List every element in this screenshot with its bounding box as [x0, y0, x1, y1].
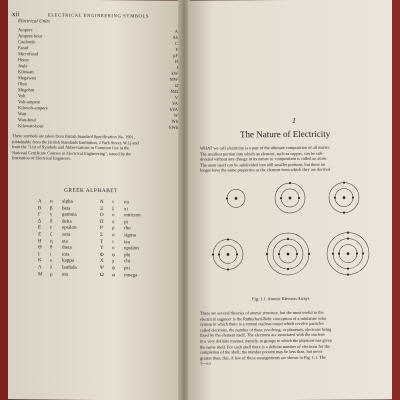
unit-name: Kilowatt — [18, 69, 34, 75]
greek-name: theta — [62, 245, 72, 251]
standards-note — [12, 133, 139, 162]
unit-name: Coulomb — [18, 39, 35, 45]
greek-name: gamma — [62, 212, 77, 218]
greek-lower: ε — [50, 225, 53, 231]
unit-symbol: A — [174, 28, 178, 34]
greek-upper: Χ — [100, 259, 104, 265]
greek-column-2 — [100, 200, 170, 280]
greek-lower: π — [112, 219, 115, 225]
greek-name: rho — [124, 226, 131, 232]
greek-upper: Τ — [100, 239, 104, 245]
greek-lower: ω — [112, 272, 116, 278]
body-line: electrical engineer is the Rutherford-Bohr conception of a miniature solar — [200, 315, 327, 322]
unit-symbol: Ah — [172, 34, 178, 40]
note-line: Institution of Electrical Engineers. — [12, 155, 72, 162]
unit-symbol: kW — [171, 70, 178, 76]
greek-letter-row — [38, 272, 98, 279]
page-number: xii — [12, 10, 20, 19]
greek-upper: Γ — [38, 212, 41, 218]
unit-symbol: kVA — [169, 106, 178, 112]
greek-name: upsilon — [124, 246, 139, 252]
unit-name: Watt — [18, 111, 27, 117]
greek-column-1 — [38, 199, 98, 279]
greek-lower: α — [50, 199, 53, 205]
greek-name: xi — [124, 206, 128, 212]
greek-name: kappa — [62, 258, 74, 265]
greek-name: zeta — [62, 232, 71, 238]
unit-symbol: Wh — [171, 118, 178, 124]
figure-caption: Fig. 1.1. Atomic Electron Arrays — [252, 295, 310, 302]
unit-row — [18, 123, 178, 131]
body-line: the name shell. For each shell there is a definite number of electrons for the — [200, 343, 330, 350]
greek-upper: Ω — [100, 272, 104, 278]
note-line: (obtainable from the British Standards Institution, 2 Park Street, W.1) and — [12, 138, 139, 146]
unit-name: Volt-ampere — [18, 99, 41, 105]
greek-lower: φ — [112, 252, 115, 258]
greek-name: phi — [124, 253, 131, 259]
greek-lower: σ — [112, 233, 115, 239]
greek-name: tau — [124, 239, 131, 245]
greek-name: epsilon — [62, 226, 77, 232]
unit-name: Ohm — [18, 81, 27, 87]
greek-upper: Υ — [100, 246, 104, 252]
unit-name: Ampere — [18, 27, 33, 33]
greek-lower: ρ — [112, 226, 115, 232]
unit-name: Joule — [18, 63, 28, 69]
unit-symbol: C — [174, 40, 178, 46]
greek-name: chi — [124, 259, 131, 265]
right-page — [188, 0, 392, 400]
greek-lower: η — [50, 239, 53, 245]
greek-lower: ι — [50, 252, 52, 258]
greek-upper: Ρ — [100, 226, 103, 232]
greek-letter-row — [100, 273, 170, 280]
greek-name: alpha — [62, 199, 73, 205]
greek-name: sigma — [124, 233, 136, 239]
greek-upper: Ζ — [38, 232, 42, 238]
greek-upper: Σ — [100, 233, 103, 239]
unit-symbol: MΩ — [170, 88, 178, 94]
greek-lower: δ — [50, 219, 53, 225]
unit-symbol: kWh — [169, 124, 178, 130]
greek-lower: λ — [50, 265, 53, 271]
chapter-number: 1 — [292, 115, 296, 125]
greek-lower: ψ — [112, 266, 116, 272]
greek-upper: Θ — [38, 245, 42, 251]
unit-symbol: MW — [169, 76, 178, 82]
unit-symbol: Ω — [174, 82, 178, 88]
greek-name: eta — [62, 239, 68, 245]
greek-upper: Π — [100, 219, 104, 225]
greek-name: beta — [62, 206, 71, 212]
greek-lower: θ — [50, 245, 53, 251]
greek-name: omega — [124, 272, 138, 278]
greek-upper: Η — [38, 238, 42, 244]
greek-lower: ξ — [112, 206, 115, 212]
greek-name: delta — [62, 219, 72, 225]
greek-lower: υ — [112, 246, 115, 252]
greek-lower: τ — [112, 239, 115, 245]
unit-symbol: VA — [172, 100, 178, 106]
greek-lower: χ — [112, 259, 115, 265]
body-line: 1—e.s — [200, 360, 212, 366]
unit-name: Microfarad — [18, 51, 39, 57]
intro-line: longer have the same properties as the element from which they are derived. — [200, 167, 332, 174]
greek-upper: Ν — [100, 200, 104, 206]
note-line: from the "List of Symbols and Abbreviations in Common Use in the — [12, 144, 130, 151]
chapter-title: The Nature of Electricity — [240, 128, 331, 140]
greek-name: mu — [62, 272, 69, 278]
note-line: These symbols are taken from British Standard Specification No. 1991, — [12, 133, 135, 140]
greek-upper: Α — [38, 199, 42, 205]
greek-upper: Ε — [38, 225, 42, 231]
body-paragraph — [200, 310, 332, 367]
greek-lower: γ — [50, 212, 53, 218]
unit-name: Volt — [18, 93, 26, 99]
greek-lower: ζ — [50, 232, 53, 238]
running-head: ELECTRICAL ENGINEERING SYMBOLS — [48, 12, 150, 19]
greek-name: omicron — [124, 213, 141, 219]
body-line: system in which there is a central nucleus round which revolve particles — [200, 320, 324, 327]
unit-symbol: F — [175, 46, 178, 52]
greek-lower: ν — [112, 200, 115, 206]
intro-line: The atom itself can be subdivided into still smaller portions, but these no — [200, 161, 326, 168]
unit-name: Watt-hour — [18, 117, 37, 123]
unit-symbol: H — [174, 58, 178, 64]
atom-diagram-figure — [188, 175, 392, 296]
greek-upper: Μ — [38, 271, 43, 277]
greek-name: psi — [124, 266, 130, 272]
unit-name: Kilovolt-ampere — [18, 105, 48, 111]
unit-name: Megawatt — [18, 75, 36, 81]
body-line: fixed by the element itself. The electrons are associated with the nucleus — [200, 332, 325, 339]
greek-name: iota — [62, 252, 70, 258]
greek-lower: β — [50, 206, 53, 212]
greek-lower: κ — [50, 258, 53, 264]
intro-paragraph — [200, 145, 331, 174]
intro-line: The smallest portion into which an element, such as copper, can be sub- — [200, 150, 324, 157]
body-line: called electrons, the number of these revolving, or planetary, electrons being — [200, 326, 332, 333]
body-line: greater than, this. A few of these arrangements are shown in Fig. 1.1. The — [200, 354, 326, 361]
greek-upper: Ξ — [100, 206, 104, 212]
intro-line: WHAT we call electricity is a part of the ultimate composition of all matter. — [200, 144, 330, 151]
greek-upper: Ο — [100, 213, 104, 219]
unit-symbol: μF — [173, 52, 178, 58]
greek-lower: μ — [50, 272, 53, 278]
greek-name: pi — [124, 220, 128, 226]
greek-upper: Κ — [38, 258, 42, 264]
unit-name: Kilowatt-hour — [18, 123, 44, 129]
greek-upper: Δ — [38, 219, 42, 225]
greek-upper: Ψ — [100, 265, 104, 272]
greek-alphabet-title: GREEK ALPHABET — [64, 187, 118, 195]
unit-name: Henry — [18, 57, 30, 63]
greek-upper: Ι — [38, 252, 40, 258]
body-line: completion of the shell; the number present may be less than, but never — [200, 348, 323, 355]
unit-name: Ampere-hour — [18, 33, 43, 39]
left-page — [8, 0, 186, 400]
unit-name: Megohm — [18, 87, 35, 93]
units-list — [18, 27, 178, 131]
greek-upper: Β — [38, 205, 42, 212]
note-line: National Certificate Courses in Electrical Engineering", issued by the — [12, 149, 132, 157]
unit-name: Farad — [18, 45, 29, 51]
greek-upper: Λ — [38, 265, 42, 271]
greek-lower: ο — [112, 213, 115, 219]
greek-name: nu — [124, 200, 129, 206]
unit-symbol: V — [174, 94, 178, 100]
intro-line: divided without any change in its nature or composition is called an atom. — [200, 155, 328, 162]
body-line: in a very definite manner, namely, in groups to which the physicist has given — [200, 337, 332, 344]
section-label: Electrical Units — [18, 19, 50, 25]
body-line: There are several theories of atomic structure, but the most useful to the — [200, 309, 324, 316]
greek-name: lambda — [62, 265, 77, 271]
unit-symbol: W — [173, 112, 178, 118]
greek-upper: Φ — [100, 252, 104, 258]
